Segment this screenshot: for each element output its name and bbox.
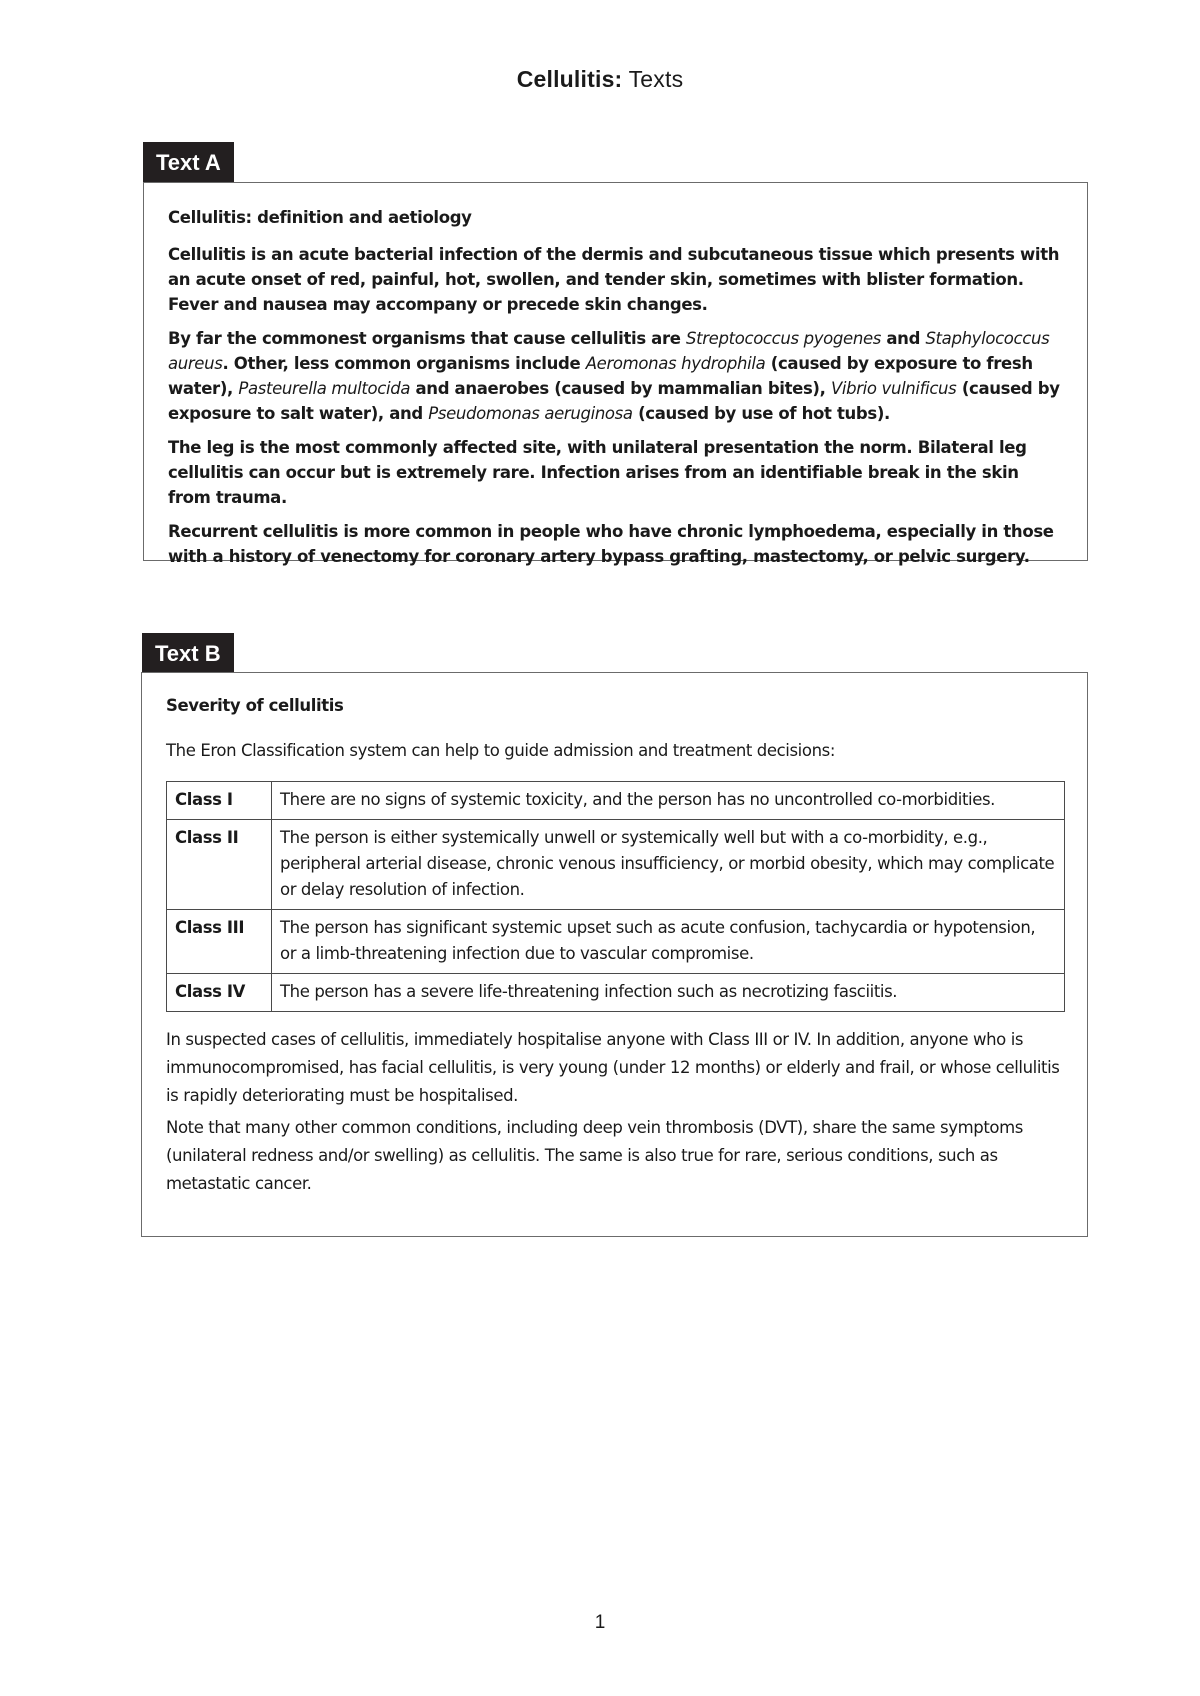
table-row [167, 782, 1065, 820]
text-b-intro: The Eron Classification system can help to guide admission and treatment decisions: [166, 741, 835, 760]
description-cell: The person is either systemically unwell or systemically well but with a co-morbidity, e.g., peripheral arterial disease, chronic venous insufficiency, or morbid obesity, which may complicate or delay resolution of infection. [272, 820, 1065, 910]
text-b-paragraph-2: Note that many other common conditions, including deep vein thrombosis (DVT), share the same symptoms (unilateral redness and/or swelling) as cellulitis. The same is also true for rare, serious conditions, such as metastatic cancer. [166, 1118, 1023, 1193]
text-a-p2-text: (caused by exposure to fresh water), [168, 354, 1033, 398]
description-cell: The person has significant systemic upset such as acute confusion, tachycardia or hypotension, or a limb-threatening infection due to vascular compromise. [272, 910, 1065, 974]
organism-name: Streptococcus pyogenes [686, 329, 881, 348]
text-a-paragraph-4: Recurrent cellulitis is more common in people who have chronic lymphoedema, especially in those with a history of venectomy for coronary artery bypass grafting, mastectomy, or pelvic surgery. [168, 522, 1054, 566]
text-a-heading: Cellulitis: definition and aetiology [168, 208, 472, 227]
table-row [167, 910, 1065, 974]
organism-name: Pseudomonas aeruginosa [428, 404, 633, 423]
text-b-paragraph-1: In suspected cases of cellulitis, immediately hospitalise anyone with Class III or IV. In addition, anyone who is immunocompromised, has facial cellulitis, is very young (under 12 months) or elderly and frail, or whose cellulitis is rapidly deteriorating must be hospitalised. [166, 1030, 1060, 1105]
class-cell: Class I [167, 782, 272, 820]
organism-name: Vibrio vulnificus [830, 379, 957, 398]
class-cell: Class II [167, 820, 272, 910]
text-a-p2-text: By far the commonest organisms that cause cellulitis are [168, 329, 686, 348]
eron-classification-table [166, 781, 1065, 1012]
text-a-paragraph-1: Cellulitis is an acute bacterial infection of the dermis and subcutaneous tissue which presents with an acute onset of red, painful, hot, swollen, and tender skin, sometimes with blister formation. Fever and nausea may accompany or precede skin changes. [168, 245, 1060, 314]
organism-name: Staphylococcus aureus [168, 329, 1050, 373]
table-row [167, 820, 1065, 910]
class-cell: Class III [167, 910, 272, 974]
description-cell: There are no signs of systemic toxicity, and the person has no uncontrolled co-morbidities. [272, 782, 1065, 820]
class-cell: Class IV [167, 974, 272, 1012]
text-b-tab: Text B [142, 633, 234, 673]
text-b-heading: Severity of cellulitis [166, 696, 344, 715]
table-row [167, 974, 1065, 1012]
text-b-body [166, 693, 1063, 1198]
page-title-main: Cellulitis: [516, 66, 623, 92]
text-a-p2-text: (caused by exposure to salt water), and [168, 379, 1060, 423]
text-a-p2-text: and anaerobes (caused by mammalian bites), [410, 379, 831, 398]
text-a-tab: Text A [143, 142, 234, 182]
organism-name: Pasteurella multocida [238, 379, 411, 398]
text-a-paragraph-3: The leg is the most commonly affected site, with unilateral presentation the norm. Bilateral leg cellulitis can occur but is extremely rare. Infection arises from an identifiable break in the skin from trauma. [168, 438, 1027, 507]
text-a-p2-text: and [881, 329, 926, 348]
text-a-body [168, 205, 1063, 569]
text-a-p2-text: . Other, less common organisms include [222, 354, 586, 373]
text-b-box [141, 672, 1088, 1237]
description-cell: The person has a severe life-threatening infection such as necrotizing fasciitis. [272, 974, 1065, 1012]
text-a-paragraph-2 [168, 326, 1063, 426]
text-a-p2-text: (caused by use of hot tubs). [632, 404, 890, 423]
text-a-box [143, 182, 1088, 566]
organism-name: Aeromonas hydrophila [585, 354, 766, 373]
page-title-sub: Texts [628, 66, 684, 92]
page-number: 1 [594, 1612, 606, 1633]
page-title [0, 66, 1200, 93]
